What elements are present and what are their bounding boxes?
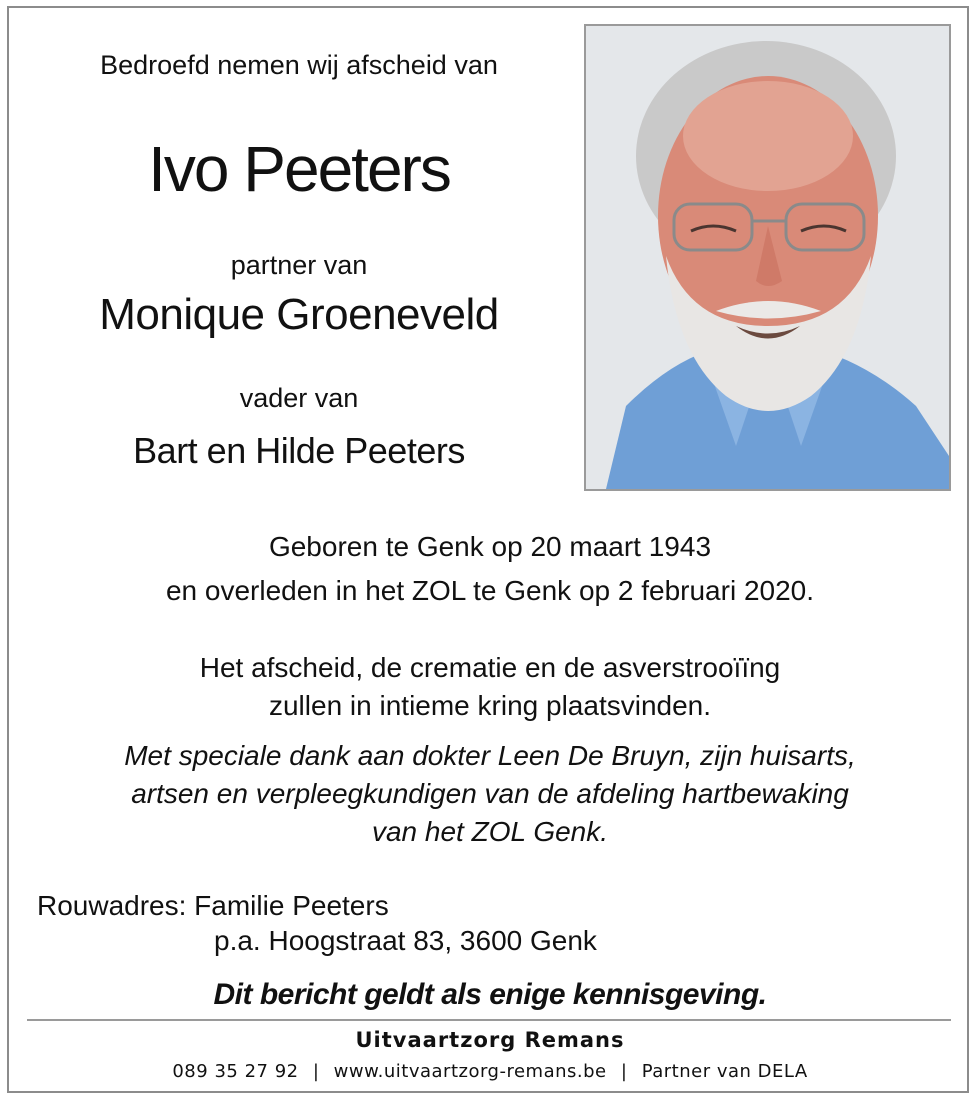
portrait-illustration xyxy=(586,26,949,489)
deceased-name: Ivo Peeters xyxy=(148,133,450,205)
children-names: Bart en Hilde Peeters xyxy=(133,430,465,471)
farewell-line-2: zullen in intieme kring plaatsvinden. xyxy=(268,690,712,721)
footer-phone: 089 35 27 92 xyxy=(172,1061,299,1082)
footer-partner: Partner van DELA xyxy=(641,1061,808,1082)
footer-contact-line xyxy=(40,1061,940,1082)
portrait-photo xyxy=(584,24,951,491)
partner-relation-label: partner van xyxy=(230,250,368,280)
death-line: en overleden in het ZOL te Genk op 2 februari 2020. xyxy=(165,575,815,606)
sole-notice-text: Dit bericht geldt als enige kennisgeving. xyxy=(213,978,767,1011)
farewell-line-1: Het afscheid, de crematie en de asverstrooïïng xyxy=(199,652,781,683)
funeral-company-name: Uitvaartzorg Remans xyxy=(355,1028,625,1052)
footer-divider xyxy=(27,1019,951,1021)
footer-website-link[interactable]: www.uitvaartzorg-remans.be xyxy=(333,1061,607,1082)
footer-separator: | xyxy=(312,1061,320,1082)
intro-text: Bedroefd nemen wij afscheid van xyxy=(100,50,498,80)
thanks-line-3: van het ZOL Genk. xyxy=(371,816,609,847)
thanks-line-1: Met speciale dank aan dokter Leen De Bruyn, zijn huisarts, xyxy=(124,740,856,771)
partner-name: Monique Groeneveld xyxy=(99,290,499,339)
thanks-line-2: artsen en verpleegkundigen van de afdeling hartbewaking xyxy=(131,778,849,809)
birth-line: Geboren te Genk op 20 maart 1943 xyxy=(268,531,712,562)
children-relation-label: vader van xyxy=(239,383,359,413)
address-line: p.a. Hoogstraat 83, 3600 Genk xyxy=(214,925,597,956)
footer-separator: | xyxy=(620,1061,628,1082)
address-label: Rouwadres: Familie Peeters xyxy=(37,890,389,921)
